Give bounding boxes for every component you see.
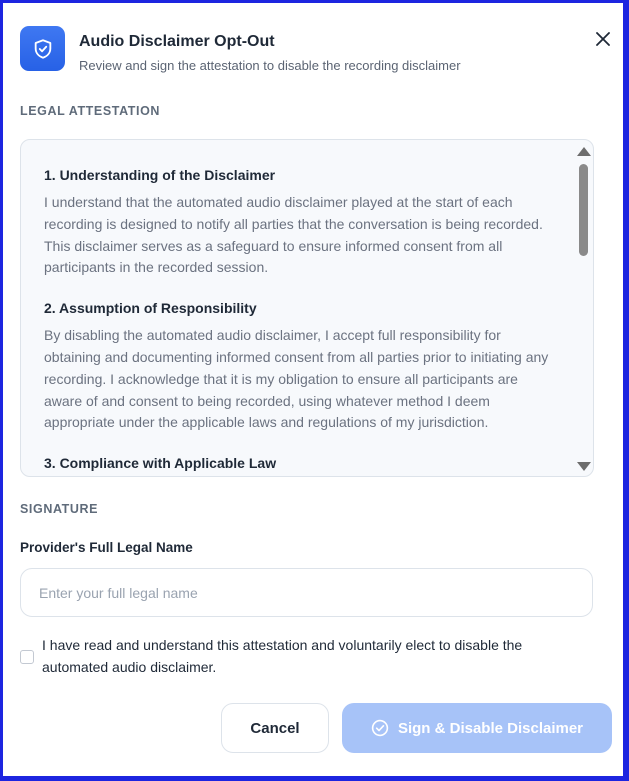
clause-title: 1. Understanding of the Disclaimer [44,167,276,183]
check-circle-icon [371,719,389,737]
clause-text: I understand that the automated audio disclaimer played at the start of each recording is designed to notify all parties that the conversation is being recorded. This disclaimer serves as a safeguard to ensure informed consent from all participants in the recorded session. [44,194,543,276]
clause [44,454,554,472]
opt-out-modal [3,3,623,776]
clause-text: By disabling the automated audio disclaimer, I accept full responsibility for obtaining and documenting informed consent from all parties prior to initiating any recording. I acknowledge that it is my obligation to ensure all participants are aware of and consent to being recorded, using whatever method I deem appropriate under the applicable laws and regulations of my jurisdiction. [44,327,549,431]
legal-attestation-label: LEGAL ATTESTATION [20,104,161,118]
cancel-button-label: Cancel [250,719,300,737]
clause-title: 2. Assumption of Responsibility [44,300,257,317]
attestation-checkbox[interactable] [20,650,34,664]
modal-subtitle: Review and sign the attestation to disable the recording disclaimer [79,58,461,73]
attestation-scroll-box[interactable] [20,139,594,477]
scrollbar[interactable] [574,140,593,476]
shield-check-icon [20,26,65,71]
full-name-input[interactable] [20,568,593,617]
clause-title: 3. Compliance with Applicable Law [44,455,277,472]
signature-section-label: SIGNATURE [20,502,99,516]
attestation-content [21,140,574,476]
close-icon [596,32,610,46]
sign-and-disable-label: Sign & Disable Disclaimer [397,719,584,737]
attestation-checkbox-label[interactable]: I have read and understand this attestation and voluntarily elect to disable the automated audio disclaimer. [42,637,523,675]
modal-title: Audio Disclaimer Opt-Out [79,33,275,50]
close-button[interactable] [591,27,615,51]
clause [44,299,554,434]
scroll-down-arrow-icon[interactable] [577,462,591,471]
full-name-label: Provider's Full Legal Name [20,540,193,555]
scroll-up-arrow-icon[interactable] [577,147,591,156]
scrollbar-thumb[interactable] [579,164,588,256]
cancel-button[interactable] [221,703,329,753]
sign-and-disable-button[interactable] [342,703,612,753]
clause [44,166,554,279]
